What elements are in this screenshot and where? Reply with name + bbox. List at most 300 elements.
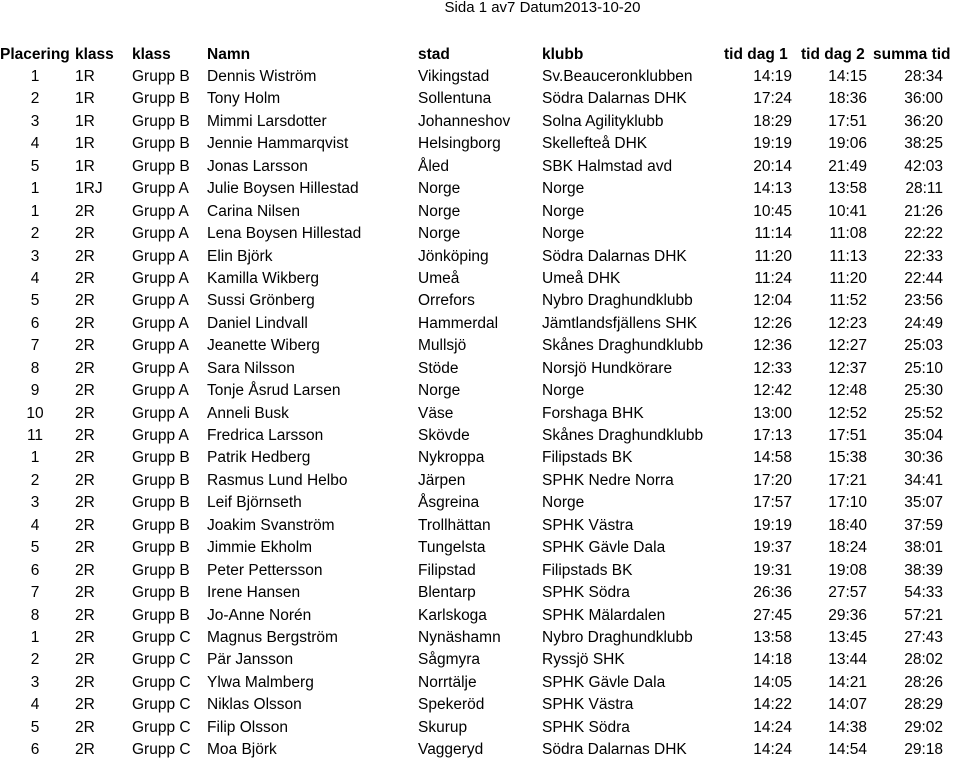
klass-cell: 2R [75, 741, 95, 759]
tid-dag-1-cell: 14:19 [753, 68, 792, 85]
namn-cell: Jo-Anne Norén [207, 606, 312, 624]
klubb-cell: Filipstads BK [542, 449, 633, 467]
namn-cell: Dennis Wiström [207, 68, 317, 85]
klass-cell: 2R [75, 628, 95, 646]
grupp-cell: Grupp B [132, 471, 190, 489]
tid-dag-1-cell: 13:00 [753, 404, 792, 422]
page-info: Sida 1 av7 Datum2013-10-20 [444, 0, 641, 16]
klubb-cell: SBK Halmstad avd [542, 157, 673, 175]
namn-cell: Carina Nilsen [207, 202, 301, 220]
placering-cell: 4 [30, 135, 40, 153]
table-row [0, 717, 960, 739]
tid-dag-2-cell: 13:58 [828, 180, 867, 198]
placering-cell: 3 [30, 673, 40, 691]
stad-cell: Hammerdal [418, 314, 499, 332]
grupp-cell: Grupp C [132, 651, 191, 669]
tid-dag-1-cell: 19:31 [753, 561, 792, 579]
namn-cell: Leif Björnseth [207, 494, 302, 512]
tid-dag-1-cell: 12:33 [753, 359, 792, 377]
klubb-cell: SPHK Södra [542, 718, 630, 736]
table-row [0, 470, 960, 492]
grupp-cell: Grupp C [132, 628, 191, 646]
grupp-cell: Grupp A [132, 202, 189, 220]
tid-dag-2-cell: 13:45 [828, 628, 867, 646]
klubb-cell: Norge [542, 202, 585, 220]
grupp-cell: Grupp B [132, 494, 190, 512]
klass-cell: 2R [75, 359, 95, 377]
placering-cell: 8 [30, 359, 40, 377]
summa-tid-cell: 36:20 [904, 112, 943, 130]
tid-dag-2-cell: 29:36 [828, 606, 867, 624]
klubb-cell: Södra Dalarnas DHK [542, 247, 687, 265]
klass-cell: 2R [75, 539, 95, 557]
stad-cell: Norge [418, 202, 461, 220]
stad-cell: Åled [418, 157, 450, 175]
table-row [0, 582, 960, 604]
summa-tid-cell: 35:04 [904, 427, 943, 444]
tid-dag-1-cell: 14:05 [753, 673, 792, 691]
tid-dag-2-cell: 19:06 [828, 135, 867, 153]
table-row [0, 246, 960, 268]
placering-cell: 2 [30, 471, 40, 489]
tid-dag-1-cell: 13:58 [753, 628, 792, 646]
klubb-cell: Skånes Draghundklubb [542, 427, 704, 444]
klubb-cell: Norge [542, 382, 585, 400]
placering-cell: 5 [30, 539, 40, 557]
klass-cell: 2R [75, 427, 95, 444]
klubb-cell: Södra Dalarnas DHK [542, 90, 687, 108]
stad-cell: Åsgreina [418, 494, 480, 512]
header-placering: Placering [0, 46, 70, 63]
klubb-cell: SPHK Mälardalen [542, 606, 666, 624]
summa-tid-cell: 22:33 [904, 247, 943, 265]
tid-dag-1-cell: 14:13 [753, 180, 792, 198]
klubb-cell: Nybro Draghundklubb [542, 628, 693, 646]
klass-cell: 2R [75, 292, 95, 310]
klubb-cell: Solna Agilityklubb [542, 112, 664, 130]
table-row [0, 66, 960, 88]
summa-tid-cell: 38:39 [904, 561, 943, 579]
table-row [0, 425, 960, 447]
grupp-cell: Grupp B [132, 112, 190, 130]
tid-dag-1-cell: 17:57 [753, 494, 792, 512]
grupp-cell: Grupp B [132, 584, 190, 602]
namn-cell: Jeanette Wiberg [207, 337, 320, 355]
tid-dag-1-cell: 20:14 [753, 157, 792, 175]
summa-tid-cell: 27:43 [904, 628, 943, 646]
namn-cell: Sara Nilsson [207, 359, 295, 377]
tid-dag-1-cell: 11:14 [754, 225, 792, 243]
table-row [0, 537, 960, 559]
klass-cell: 2R [75, 606, 95, 624]
klubb-cell: Nybro Draghundklubb [542, 292, 693, 310]
klass-cell: 2R [75, 494, 95, 512]
tid-dag-1-cell: 19:19 [753, 135, 792, 153]
tid-dag-2-cell: 11:13 [829, 247, 867, 265]
stad-cell: Vaggeryd [418, 741, 484, 759]
placering-cell: 5 [30, 157, 40, 175]
summa-tid-cell: 28:02 [904, 651, 943, 669]
tid-dag-1-cell: 12:42 [753, 382, 792, 400]
tid-dag-1-cell: 14:58 [753, 449, 792, 467]
tid-dag-2-cell: 14:15 [828, 68, 867, 85]
tid-dag-2-cell: 14:54 [828, 741, 867, 759]
klass-cell: 2R [75, 247, 95, 265]
klass-cell: 1R [75, 135, 95, 153]
klubb-cell: Skellefteå DHK [542, 135, 648, 153]
namn-cell: Ylwa Malmberg [207, 673, 314, 691]
table-row [0, 290, 960, 312]
summa-tid-cell: 28:11 [905, 180, 943, 198]
stad-cell: Johanneshov [418, 112, 511, 130]
klass-cell: 2R [75, 561, 95, 579]
summa-tid-cell: 57:21 [904, 606, 943, 624]
placering-cell: 3 [30, 112, 40, 130]
summa-tid-cell: 38:01 [904, 539, 943, 557]
tid-dag-2-cell: 11:52 [829, 292, 867, 310]
summa-tid-cell: 35:07 [904, 494, 943, 512]
stad-cell: Vikingstad [418, 68, 490, 85]
tid-dag-1-cell: 12:36 [753, 337, 792, 355]
summa-tid-cell: 25:10 [904, 359, 943, 377]
table-row [0, 358, 960, 380]
tid-dag-2-cell: 12:52 [828, 404, 867, 422]
placering-cell: 6 [30, 741, 40, 759]
placering-cell: 1 [30, 68, 40, 85]
klass-cell: 2R [75, 516, 95, 534]
stad-cell: Filipstad [418, 561, 476, 579]
tid-dag-2-cell: 17:51 [828, 112, 867, 130]
table-header-row [0, 44, 960, 66]
stad-cell: Norge [418, 180, 461, 198]
summa-tid-cell: 42:03 [904, 157, 943, 175]
tid-dag-1-cell: 14:24 [753, 718, 792, 736]
header-tid-dag-1: tid dag 1 [724, 46, 788, 63]
table-row [0, 739, 960, 761]
tid-dag-2-cell: 27:57 [828, 584, 867, 602]
table-row [0, 627, 960, 649]
namn-cell: Julie Boysen Hillestad [207, 180, 359, 198]
tid-dag-1-cell: 12:26 [753, 314, 792, 332]
grupp-cell: Grupp B [132, 135, 190, 153]
summa-tid-cell: 54:33 [904, 584, 943, 602]
namn-cell: Peter Pettersson [207, 561, 323, 579]
grupp-cell: Grupp A [132, 404, 189, 422]
klass-cell: 2R [75, 718, 95, 736]
namn-cell: Joakim Svanström [207, 516, 335, 534]
grupp-cell: Grupp C [132, 718, 191, 736]
klass-cell: 1RJ [75, 180, 103, 198]
summa-tid-cell: 21:26 [904, 202, 943, 220]
klubb-cell: SPHK Gävle Dala [542, 539, 666, 557]
klubb-cell: SPHK Södra [542, 584, 630, 602]
tid-dag-2-cell: 19:08 [828, 561, 867, 579]
grupp-cell: Grupp B [132, 157, 190, 175]
namn-cell: Sussi Grönberg [207, 292, 315, 310]
klubb-cell: Södra Dalarnas DHK [542, 741, 687, 759]
tid-dag-1-cell: 26:36 [753, 584, 792, 602]
tid-dag-2-cell: 14:38 [828, 718, 867, 736]
klubb-cell: Ryssjö SHK [542, 651, 625, 669]
klass-cell: 1R [75, 90, 95, 108]
klubb-cell: Sv.Beauceronklubben [542, 68, 693, 85]
tid-dag-1-cell: 12:04 [753, 292, 792, 310]
tid-dag-2-cell: 11:20 [829, 269, 867, 287]
namn-cell: Kamilla Wikberg [207, 269, 319, 287]
tid-dag-2-cell: 14:07 [828, 696, 867, 714]
tid-dag-1-cell: 14:18 [753, 651, 792, 669]
klubb-cell: Filipstads BK [542, 561, 633, 579]
header-namn: Namn [207, 46, 251, 63]
summa-tid-cell: 29:02 [904, 718, 943, 736]
tid-dag-1-cell: 11:24 [754, 269, 792, 287]
klass-cell: 2R [75, 673, 95, 691]
tid-dag-2-cell: 21:49 [828, 157, 867, 175]
namn-cell: Irene Hansen [207, 584, 301, 602]
klubb-cell: SPHK Nedre Norra [542, 471, 674, 489]
tid-dag-2-cell: 11:08 [829, 225, 867, 243]
klass-cell: 1R [75, 68, 95, 85]
namn-cell: Daniel Lindvall [207, 314, 308, 332]
table-row [0, 649, 960, 671]
summa-tid-cell: 22:22 [904, 225, 943, 243]
klass-cell: 2R [75, 225, 95, 243]
placering-cell: 10 [26, 404, 44, 422]
placering-cell: 11 [26, 427, 44, 444]
header-klubb: klubb [542, 46, 584, 63]
namn-cell: Tonje Åsrud Larsen [207, 382, 341, 400]
header-klass: klass [75, 46, 114, 63]
placering-cell: 5 [30, 292, 40, 310]
placering-cell: 2 [30, 651, 40, 669]
namn-cell: Jonas Larsson [207, 157, 308, 175]
tid-dag-1-cell: 17:24 [753, 90, 792, 108]
klass-cell: 2R [75, 314, 95, 332]
grupp-cell: Grupp B [132, 90, 190, 108]
header-tid-dag-2: tid dag 2 [801, 46, 865, 63]
namn-cell: Magnus Bergström [207, 628, 338, 646]
placering-cell: 4 [30, 696, 40, 714]
stad-cell: Orrefors [418, 292, 475, 310]
namn-cell: Rasmus Lund Helbo [207, 471, 348, 489]
stad-cell: Norge [418, 382, 461, 400]
klubb-cell: Norge [542, 180, 585, 198]
tid-dag-2-cell: 13:44 [828, 651, 867, 669]
page-header [0, 0, 960, 16]
klass-cell: 2R [75, 584, 95, 602]
summa-tid-cell: 28:29 [904, 696, 943, 714]
stad-cell: Umeå [418, 269, 460, 287]
namn-cell: Lena Boysen Hillestad [207, 225, 362, 243]
grupp-cell: Grupp C [132, 741, 191, 759]
table-body [0, 66, 960, 762]
klubb-cell: SPHK Västra [542, 516, 634, 534]
summa-tid-cell: 22:44 [904, 269, 943, 287]
namn-cell: Anneli Busk [207, 404, 289, 422]
summa-tid-cell: 30:36 [904, 449, 943, 467]
stad-cell: Skurup [418, 718, 468, 736]
tid-dag-2-cell: 18:40 [828, 516, 867, 534]
grupp-cell: Grupp B [132, 561, 190, 579]
grupp-cell: Grupp A [132, 225, 189, 243]
summa-tid-cell: 28:26 [904, 673, 943, 691]
grupp-cell: Grupp A [132, 382, 189, 400]
placering-cell: 6 [30, 561, 40, 579]
tid-dag-2-cell: 12:27 [828, 337, 867, 355]
summa-tid-cell: 28:34 [904, 68, 943, 85]
tid-dag-1-cell: 27:45 [753, 606, 792, 624]
grupp-cell: Grupp B [132, 606, 190, 624]
grupp-cell: Grupp A [132, 292, 189, 310]
klass-cell: 1R [75, 157, 95, 175]
stad-cell: Skövde [418, 427, 470, 444]
results-table [0, 44, 960, 762]
summa-tid-cell: 25:52 [904, 404, 943, 422]
klass-cell: 2R [75, 449, 95, 467]
grupp-cell: Grupp A [132, 359, 189, 377]
tid-dag-1-cell: 18:29 [753, 112, 792, 130]
table-row [0, 133, 960, 155]
tid-dag-1-cell: 17:13 [753, 427, 792, 444]
tid-dag-2-cell: 15:38 [828, 449, 867, 467]
namn-cell: Moa Björk [207, 741, 277, 759]
header-summa-tid: summa tid [873, 46, 951, 63]
klass-cell: 2R [75, 471, 95, 489]
table-row [0, 672, 960, 694]
placering-cell: 7 [30, 337, 40, 355]
header-grupp: klass [132, 46, 171, 63]
klass-cell: 1R [75, 112, 95, 130]
placering-cell: 5 [30, 718, 40, 736]
klass-cell: 2R [75, 202, 95, 220]
grupp-cell: Grupp A [132, 269, 189, 287]
summa-tid-cell: 25:03 [904, 337, 943, 355]
stad-cell: Nykroppa [418, 449, 485, 467]
tid-dag-1-cell: 17:20 [753, 471, 792, 489]
stad-cell: Karlskoga [418, 606, 487, 624]
table-row [0, 605, 960, 627]
header-stad: stad [418, 46, 450, 63]
klass-cell: 2R [75, 651, 95, 669]
tid-dag-2-cell: 18:24 [828, 539, 867, 557]
namn-cell: Fredrica Larsson [207, 427, 324, 444]
grupp-cell: Grupp B [132, 539, 190, 557]
tid-dag-2-cell: 12:23 [828, 314, 867, 332]
table-row [0, 447, 960, 469]
tid-dag-1-cell: 14:24 [753, 741, 792, 759]
grupp-cell: Grupp B [132, 449, 190, 467]
stad-cell: Norge [418, 225, 461, 243]
summa-tid-cell: 37:59 [904, 516, 943, 534]
stad-cell: Mullsjö [418, 337, 467, 355]
stad-cell: Tungelsta [418, 539, 486, 557]
placering-cell: 1 [30, 449, 40, 467]
table-row [0, 515, 960, 537]
summa-tid-cell: 24:49 [904, 314, 943, 332]
namn-cell: Mimmi Larsdotter [207, 112, 327, 130]
stad-cell: Järpen [418, 471, 466, 489]
tid-dag-1-cell: 10:45 [753, 202, 792, 220]
placering-cell: 2 [30, 225, 40, 243]
placering-cell: 3 [30, 247, 40, 265]
tid-dag-2-cell: 12:48 [828, 382, 867, 400]
stad-cell: Spekeröd [418, 696, 485, 714]
grupp-cell: Grupp B [132, 68, 190, 85]
summa-tid-cell: 34:41 [904, 471, 943, 489]
namn-cell: Pär Jansson [207, 651, 294, 669]
table-row [0, 178, 960, 200]
klass-cell: 2R [75, 404, 95, 422]
tid-dag-1-cell: 19:19 [753, 516, 792, 534]
grupp-cell: Grupp A [132, 427, 189, 444]
klubb-cell: Jämtlandsfjällens SHK [542, 314, 698, 332]
stad-cell: Trollhättan [418, 516, 491, 534]
namn-cell: Filip Olsson [207, 718, 288, 736]
tid-dag-1-cell: 11:20 [754, 247, 792, 265]
table-row [0, 313, 960, 335]
klubb-cell: Norge [542, 494, 585, 512]
klass-cell: 2R [75, 696, 95, 714]
placering-cell: 6 [30, 314, 40, 332]
klubb-cell: SPHK Västra [542, 696, 634, 714]
klass-cell: 2R [75, 269, 95, 287]
placering-cell: 4 [30, 269, 40, 287]
summa-tid-cell: 25:30 [904, 382, 943, 400]
tid-dag-2-cell: 10:41 [828, 202, 867, 220]
tid-dag-1-cell: 19:37 [753, 539, 792, 557]
stad-cell: Sågmyra [418, 651, 481, 669]
namn-cell: Niklas Olsson [207, 696, 302, 714]
grupp-cell: Grupp A [132, 247, 189, 265]
placering-cell: 1 [30, 628, 40, 646]
klass-cell: 2R [75, 382, 95, 400]
tid-dag-2-cell: 17:10 [828, 494, 867, 512]
stad-cell: Helsingborg [418, 135, 501, 153]
grupp-cell: Grupp A [132, 314, 189, 332]
stad-cell: Jönköping [418, 247, 489, 265]
klubb-cell: Forshaga BHK [542, 404, 644, 422]
stad-cell: Nynäshamn [418, 628, 501, 646]
tid-dag-2-cell: 12:37 [828, 359, 867, 377]
placering-cell: 2 [30, 90, 40, 108]
table-row [0, 156, 960, 178]
table-row [0, 403, 960, 425]
tid-dag-2-cell: 17:21 [828, 471, 867, 489]
namn-cell: Tony Holm [207, 90, 281, 108]
klubb-cell: Skånes Draghundklubb [542, 337, 704, 355]
table-row [0, 223, 960, 245]
placering-cell: 8 [30, 606, 40, 624]
table-row [0, 201, 960, 223]
table-row [0, 111, 960, 133]
table-row [0, 380, 960, 402]
grupp-cell: Grupp C [132, 673, 191, 691]
namn-cell: Jimmie Ekholm [207, 539, 313, 557]
namn-cell: Elin Björk [207, 247, 273, 265]
placering-cell: 7 [30, 584, 40, 602]
tid-dag-2-cell: 14:21 [828, 673, 867, 691]
summa-tid-cell: 29:18 [904, 741, 943, 759]
grupp-cell: Grupp C [132, 696, 191, 714]
namn-cell: Jennie Hammarqvist [207, 135, 349, 153]
klubb-cell: Umeå DHK [542, 269, 621, 287]
placering-cell: 9 [30, 382, 40, 400]
placering-cell: 1 [30, 180, 40, 198]
table-row [0, 88, 960, 110]
stad-cell: Norrtälje [418, 673, 477, 691]
placering-cell: 1 [30, 202, 40, 220]
klubb-cell: SPHK Gävle Dala [542, 673, 666, 691]
